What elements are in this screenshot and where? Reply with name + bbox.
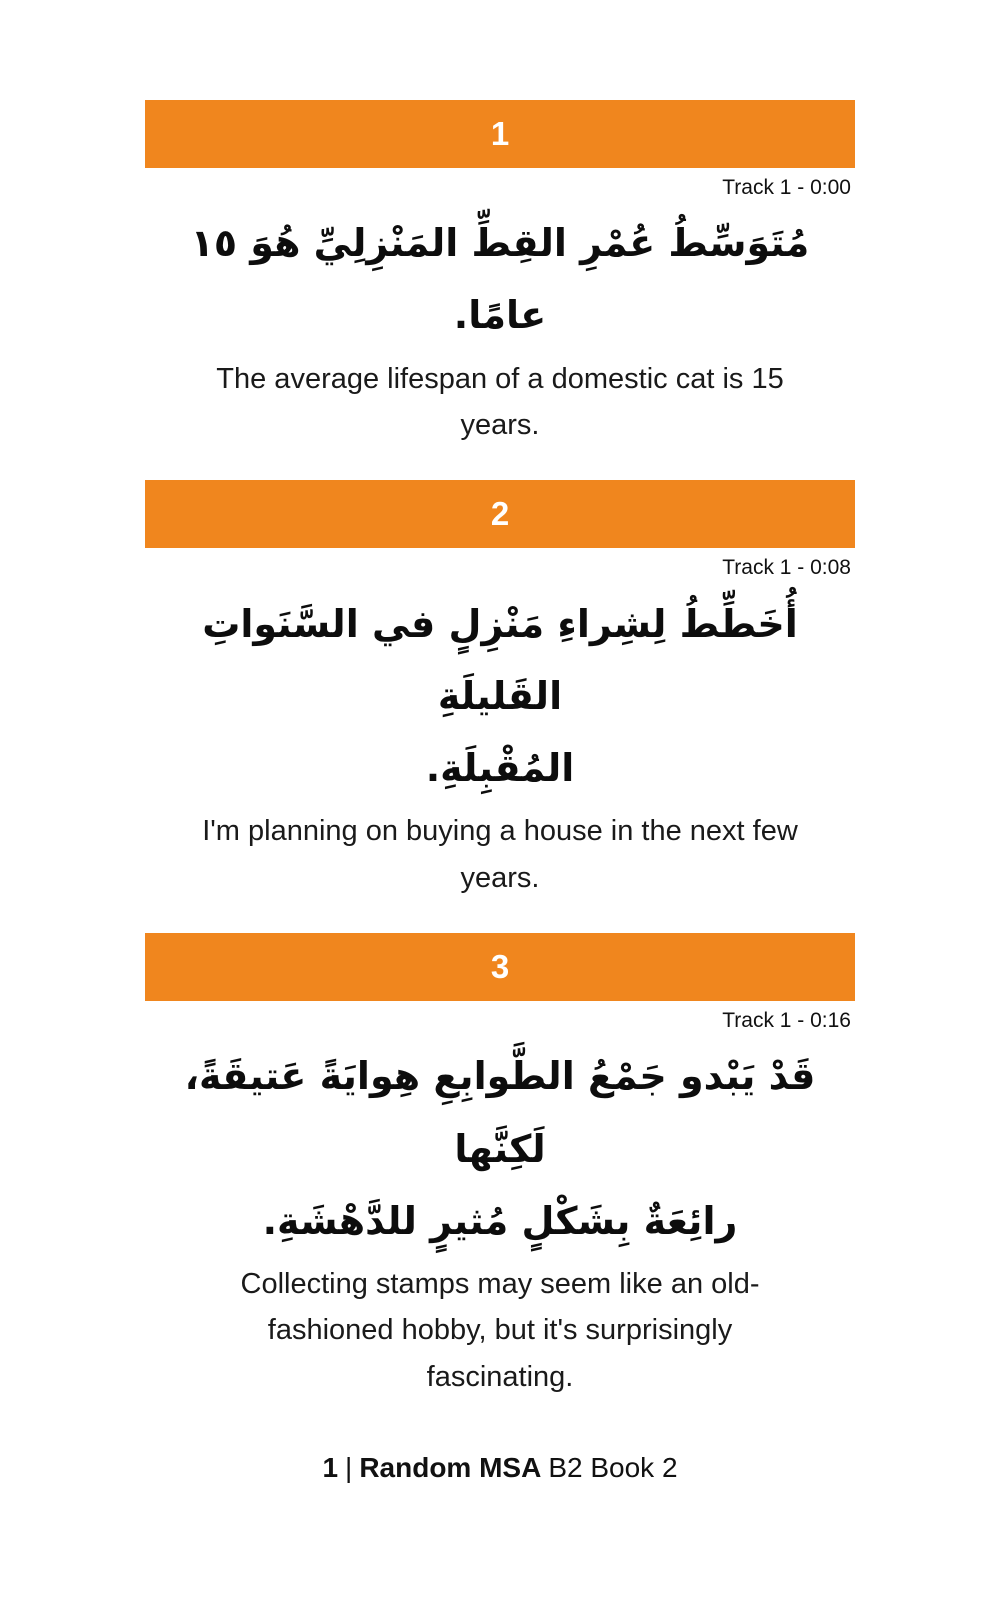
track-timestamp-label: Track 1 - 0:16 — [722, 1009, 851, 1033]
section-number-bar — [145, 100, 855, 168]
arabic-sentence: قَدْ يَبْدو جَمْعُ الطَّوابِعِ هِوايَةً عَتيقَةً، لَكِنَّها رائِعَةٌ بِشَكْلٍ مُثيرٍ للدَّهْشَةِ. — [184, 1054, 816, 1243]
section-number-bar — [145, 933, 855, 1001]
english-translation: I'm planning on buying a house in the next few years. — [202, 815, 798, 894]
english-translation: The average lifespan of a domestic cat is 15 years. — [216, 362, 784, 442]
track-timestamp-label: Track 1 - 0:08 — [722, 556, 851, 580]
sentence-entry — [145, 480, 855, 901]
page-content — [145, 0, 855, 1400]
section-number-bar — [145, 480, 855, 548]
footer-separator: | — [345, 1452, 353, 1483]
section-number: 1 — [490, 115, 510, 152]
section-number: 3 — [490, 948, 510, 986]
english-translation: Collecting stamps may seem like an old- fashioned hobby, but it's surprisingly fascinating. — [240, 1267, 760, 1393]
sentence-entry — [145, 933, 855, 1400]
track-timestamp-label: Track 1 - 0:00 — [722, 176, 851, 199]
footer-book-title: Random MSA — [359, 1452, 542, 1483]
sentence-entry — [145, 100, 855, 448]
section-number: 2 — [490, 495, 510, 533]
sections-container — [145, 100, 855, 1400]
page-footer — [0, 1452, 1000, 1484]
footer-book-subtitle: B2 Book 2 — [548, 1452, 678, 1483]
footer-page-number: 1 — [322, 1452, 339, 1483]
arabic-sentence: أُخَطِّطُ لِشِراءِ مَنْزِلٍ في السَّنَواتِ القَليلَةِ المُقْبِلَةِ. — [202, 601, 798, 791]
arabic-sentence: مُتَوَسِّطُ عُمْرِ القِطِّ المَنْزِلِيِّ هُوَ ١٥ عامًا. — [190, 221, 810, 338]
